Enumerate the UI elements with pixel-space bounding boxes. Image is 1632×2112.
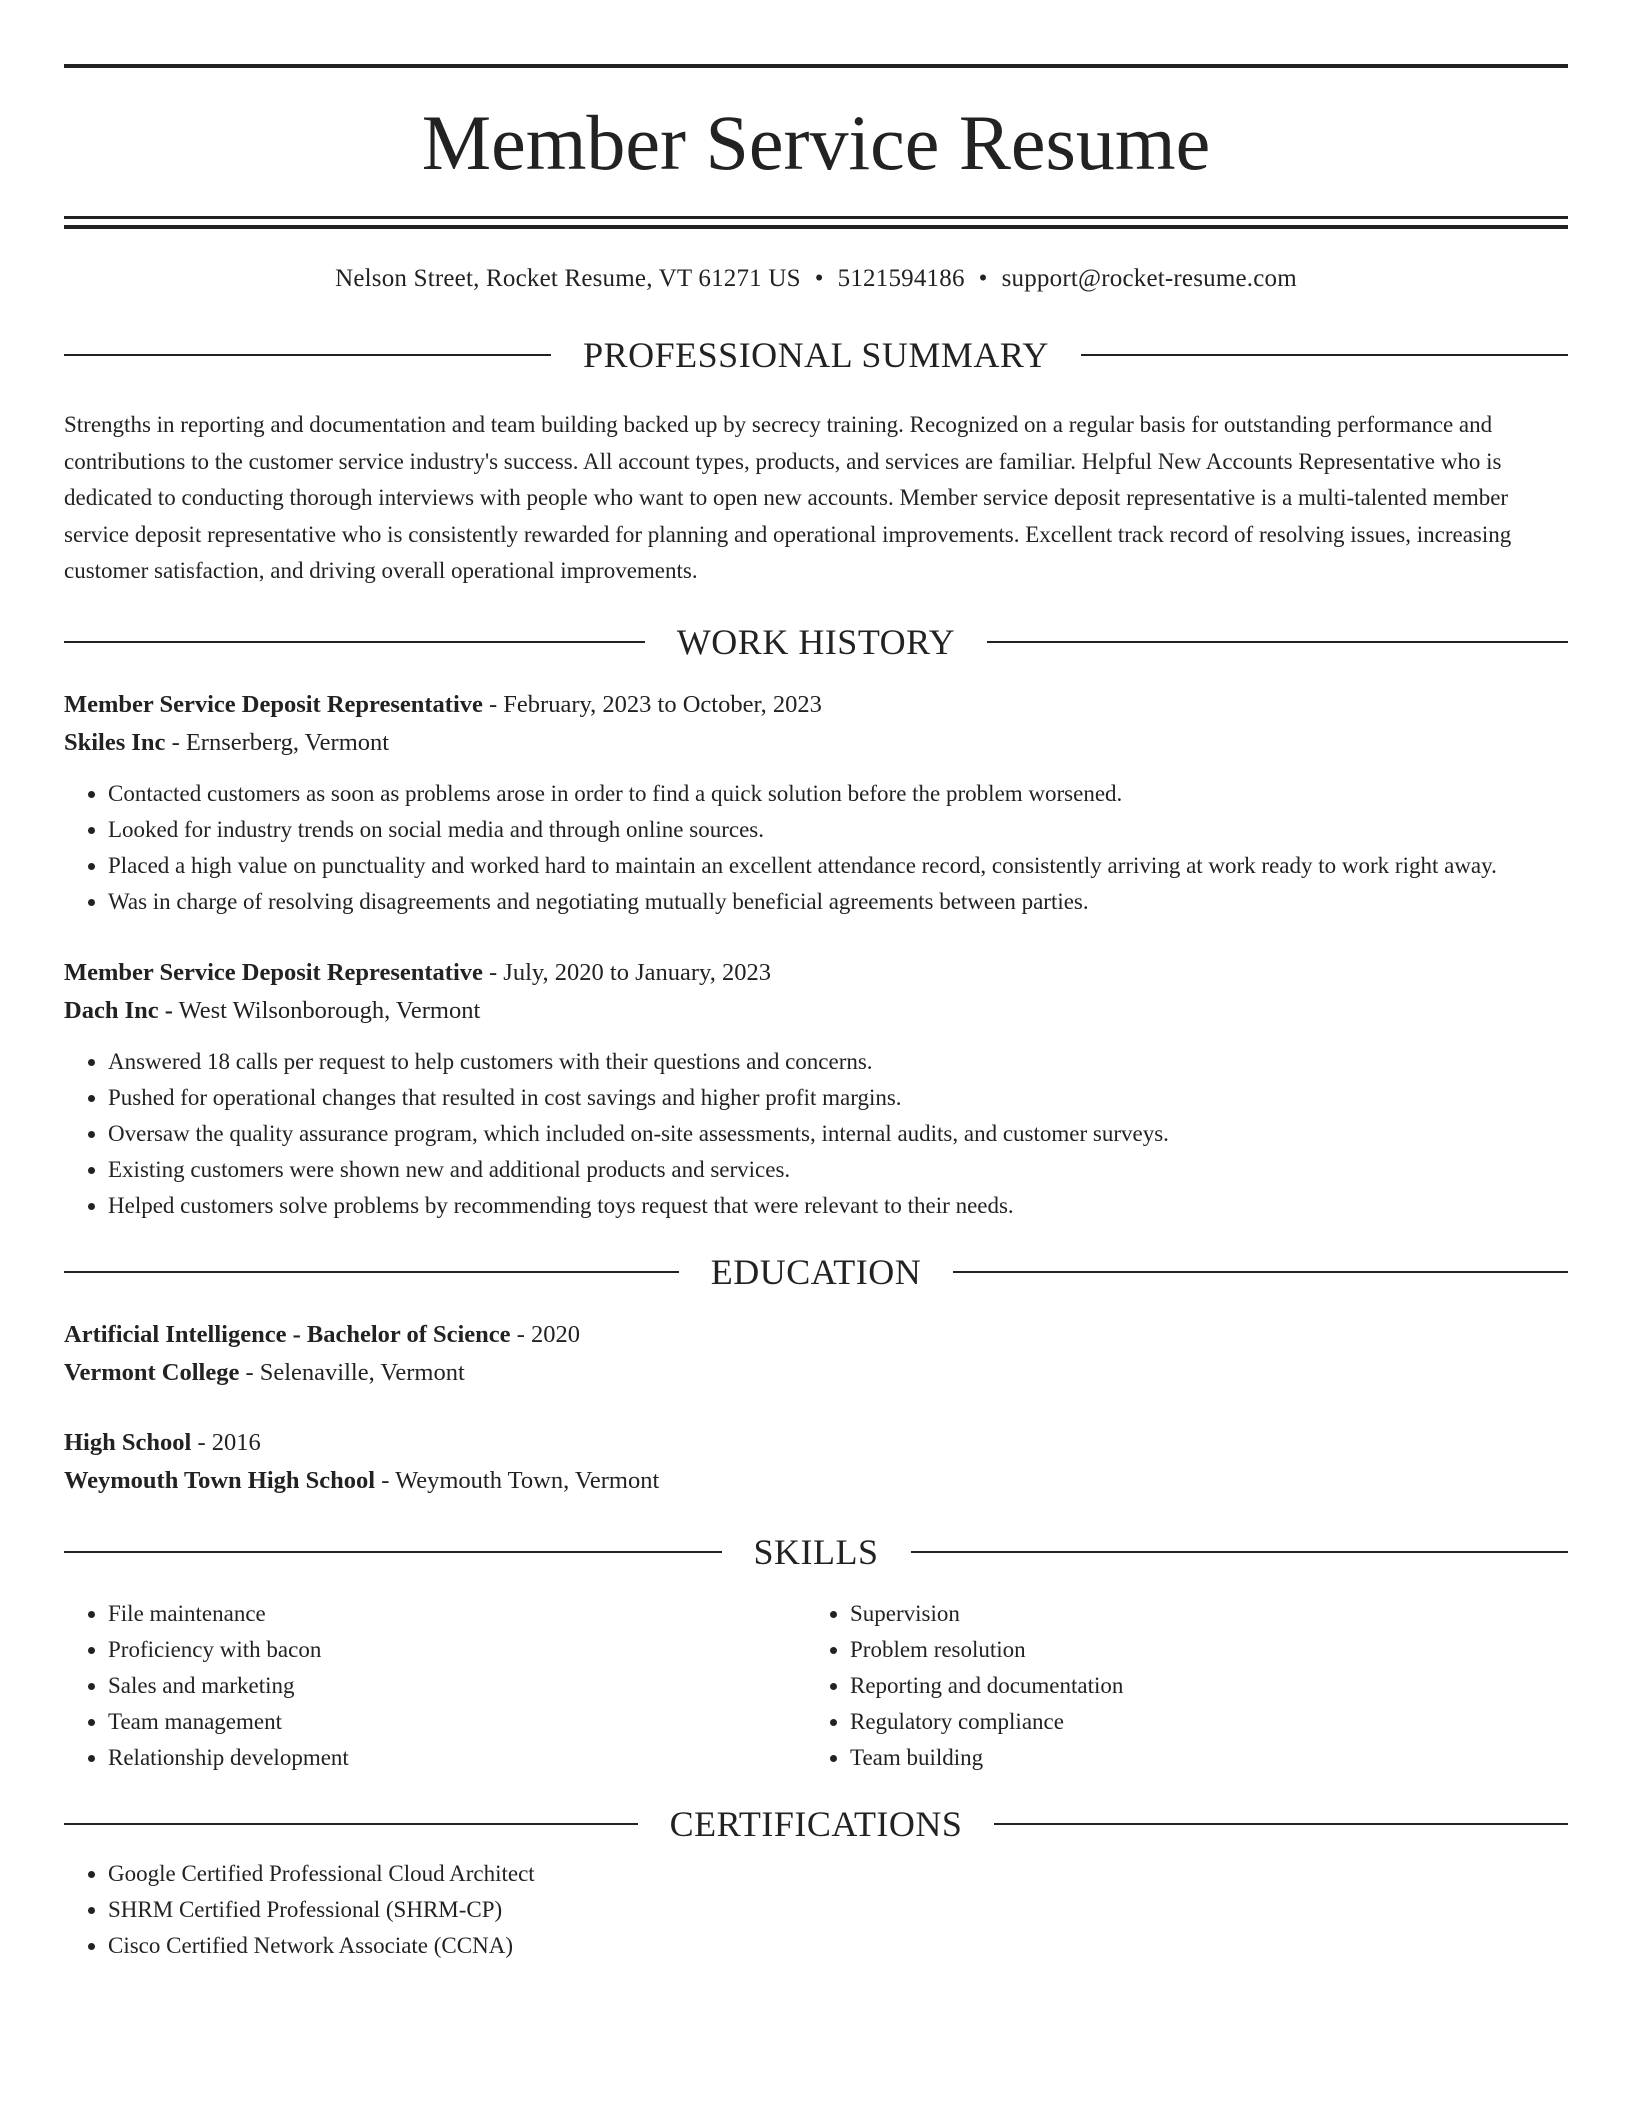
resume-page: [64, 64, 1568, 1964]
list-item: • Cisco Certified Network Associate (CCNA): [108, 1928, 1568, 1964]
heading-rule: [953, 1271, 1568, 1273]
list-item: • Was in charge of resolving disagreements and negotiating mutually beneficial agreements between parties.: [108, 884, 1568, 920]
skills-columns: [64, 1596, 1568, 1776]
section-heading-skills: [64, 1531, 1568, 1572]
heading-rule: [911, 1551, 1569, 1553]
list-item: • Proficiency with bacon: [108, 1632, 806, 1668]
education-location: - Selenaville, Vermont: [239, 1358, 465, 1386]
job-title-line: [64, 686, 1568, 724]
list-item: • Reporting and documentation: [850, 1668, 1548, 1704]
list-item: • Regulatory compliance: [850, 1704, 1548, 1740]
contact-separator: •: [978, 265, 988, 292]
education-year: - 2020: [510, 1320, 580, 1348]
skills-list-right: [806, 1596, 1548, 1776]
list-item: • Pushed for operational changes that resulted in cost savings and higher profit margins.: [108, 1080, 1568, 1116]
job-entry: [64, 686, 1568, 920]
list-item: • Looked for industry trends on social media and through online sources.: [108, 812, 1568, 848]
list-item: • Google Certified Professional Cloud Architect: [108, 1856, 1568, 1892]
section-heading-certifications: [64, 1803, 1568, 1844]
job-dates: - July, 2020 to January, 2023: [482, 958, 771, 986]
job-title-line: [64, 954, 1568, 992]
list-item: • Sales and marketing: [108, 1668, 806, 1704]
list-item: • Answered 18 calls per request to help customers with their questions and concerns.: [108, 1044, 1568, 1080]
heading-rule: [64, 1823, 638, 1825]
certifications-list: [64, 1856, 1568, 1964]
top-rule: [64, 64, 1568, 68]
job-dates: - February, 2023 to October, 2023: [482, 690, 822, 718]
list-item: • Supervision: [850, 1596, 1548, 1632]
job-company-line: [64, 992, 1568, 1030]
education-school-line: [64, 1354, 1568, 1392]
list-item: • Problem resolution: [850, 1632, 1548, 1668]
list-item: • File maintenance: [108, 1596, 806, 1632]
list-item: • Team building: [850, 1740, 1548, 1776]
list-item: • Helped customers solve problems by recommending toys request that were relevant to their needs.: [108, 1188, 1568, 1224]
education-location: - Weymouth Town, Vermont: [375, 1466, 660, 1494]
job-entry: [64, 954, 1568, 1224]
section-title: SKILLS: [753, 1531, 879, 1572]
education-school: Vermont College: [64, 1358, 240, 1386]
title-rule-lower: [64, 225, 1568, 229]
list-item: • SHRM Certified Professional (SHRM-CP): [108, 1892, 1568, 1928]
job-title: Member Service Deposit Representative: [64, 690, 483, 718]
education-year: - 2016: [191, 1428, 261, 1456]
section-heading-education: [64, 1251, 1568, 1292]
list-item: • Oversaw the quality assurance program, which included on-site assessments, internal audits, and customer surveys.: [108, 1116, 1568, 1152]
summary-text: Strengths in reporting and documentation and team building backed up by secrecy training. Recognized on a regular basis for outstanding performance and contributions to the customer service industry's success. All account types, products, and services are familiar. Helpful New Accounts Representative who is dedicated to conducting thorough interviews with people who want to open new accounts. Member service deposit representative is a multi-talented member service deposit representative who is consistently rewarded for planning and operational improvements. Excellent track record of resolving issues, increasing customer satisfaction, and driving overall operational improvements.: [64, 412, 1512, 583]
list-item: • Team management: [108, 1704, 806, 1740]
education-degree-line: [64, 1424, 1568, 1462]
section-title: WORK HISTORY: [676, 621, 956, 662]
heading-rule: [64, 354, 551, 356]
title-rule-upper: [64, 216, 1568, 219]
section-title: CERTIFICATIONS: [669, 1803, 963, 1844]
job-company-line: [64, 724, 1568, 762]
section-heading-work: [64, 621, 1568, 662]
job-company: Dach Inc -: [64, 996, 173, 1024]
heading-rule: [64, 641, 645, 643]
list-item: • Placed a high value on punctuality and worked hard to maintain an excellent attendance record, consistently arriving at work ready to work right away.: [108, 848, 1568, 884]
section-title: EDUCATION: [710, 1251, 922, 1292]
job-location: West Wilsonborough, Vermont: [172, 996, 481, 1024]
section-heading-summary: [64, 337, 1568, 373]
list-item: • Relationship development: [108, 1740, 806, 1776]
education-degree: Artificial Intelligence - Bachelor of Science: [64, 1320, 511, 1348]
heading-rule: [1081, 354, 1568, 356]
job-bullets: [64, 776, 1568, 920]
education-entry: [64, 1424, 1568, 1500]
list-item: • Contacted customers as soon as problems arose in order to find a quick solution before the problem worsened.: [108, 776, 1568, 812]
heading-rule: [987, 641, 1568, 643]
heading-rule: [64, 1551, 722, 1553]
resume-title: Member Service Resume: [421, 99, 1211, 186]
education-degree-line: [64, 1316, 1568, 1354]
heading-rule: [64, 1271, 679, 1273]
heading-rule: [994, 1823, 1568, 1825]
section-title: PROFESSIONAL SUMMARY: [583, 335, 1049, 375]
job-title: Member Service Deposit Representative: [64, 958, 483, 986]
contact-phone: 5121594186: [837, 265, 965, 292]
job-company: Skiles Inc: [64, 728, 166, 756]
job-bullets: [64, 1044, 1568, 1224]
education-school-line: [64, 1462, 1568, 1500]
list-item: • Existing customers were shown new and additional products and services.: [108, 1152, 1568, 1188]
skills-list-left: [64, 1596, 806, 1776]
contact-email: support@rocket-resume.com: [1001, 265, 1297, 292]
education-entry: [64, 1316, 1568, 1392]
contact-address: Nelson Street, Rocket Resume, VT 61271 US: [335, 265, 801, 292]
job-location: - Ernserberg, Vermont: [165, 728, 390, 756]
education-degree: High School: [64, 1428, 192, 1456]
education-school: Weymouth Town High School: [64, 1466, 376, 1494]
contact-line: [64, 265, 1568, 293]
contact-separator: •: [814, 265, 824, 292]
